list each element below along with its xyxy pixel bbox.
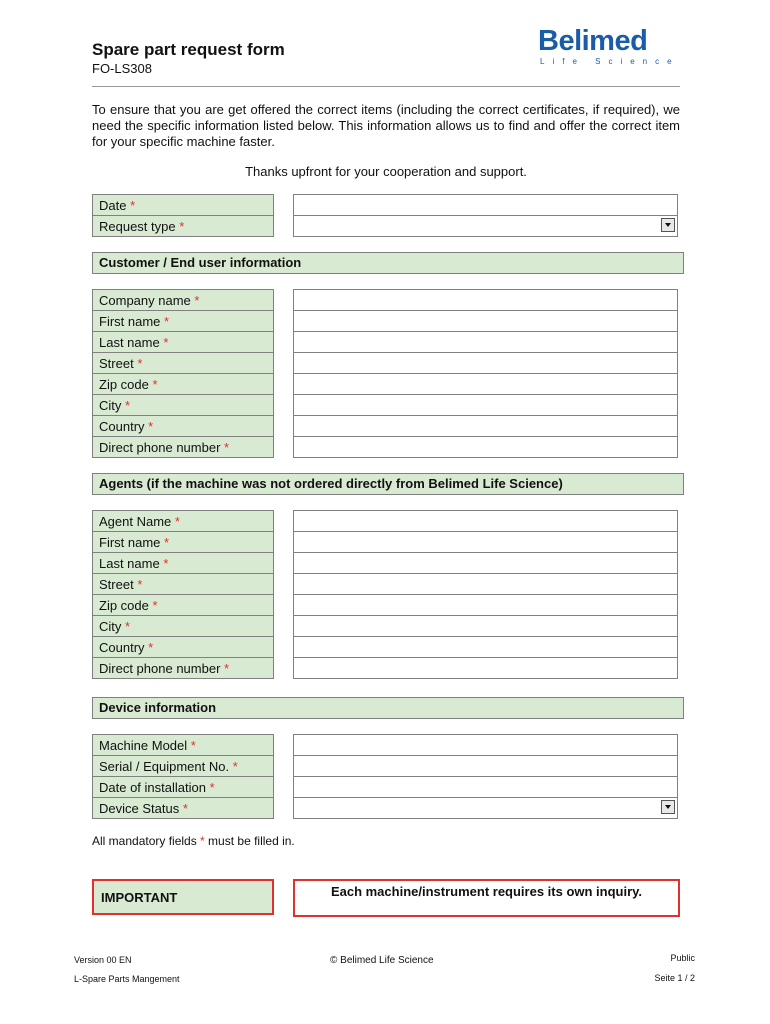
required-marker: * — [200, 834, 205, 848]
logo-wordmark: Belimed — [538, 25, 648, 57]
required-marker: * — [224, 439, 230, 455]
field-label: Zip code * — [93, 374, 274, 395]
customer-section-heading: Customer / End user information — [92, 252, 684, 274]
field-label: Zip code * — [93, 595, 274, 616]
field-label: Machine Model * — [93, 735, 274, 756]
thanks-text: Thanks upfront for your cooperation and support. — [245, 164, 527, 179]
header-divider — [92, 86, 680, 87]
important-message: Each machine/instrument requires its own inquiry. — [293, 879, 680, 917]
text-input[interactable] — [294, 595, 678, 616]
required-marker: * — [209, 779, 215, 795]
required-marker: * — [137, 576, 143, 592]
field-label: Device Status * — [93, 798, 274, 819]
footer-page: Seite 1 / 2 — [654, 973, 695, 983]
device-labels — [92, 734, 274, 819]
customer-labels — [92, 289, 274, 458]
required-marker: * — [174, 513, 180, 529]
footer-copyright: © Belimed Life Science — [330, 955, 434, 966]
required-marker: * — [130, 197, 136, 213]
field-label: Street * — [93, 353, 274, 374]
required-marker: * — [125, 618, 131, 634]
important-label: IMPORTANT — [92, 879, 274, 915]
text-input[interactable] — [294, 574, 678, 595]
text-input[interactable] — [294, 616, 678, 637]
text-input[interactable] — [294, 290, 678, 311]
agents-inputs — [293, 510, 678, 679]
dropdown-arrow-icon[interactable] — [661, 800, 675, 814]
footer-version: Version 00 EN — [74, 955, 132, 965]
text-input[interactable] — [294, 353, 678, 374]
text-input[interactable] — [294, 437, 678, 458]
customer-inputs — [293, 289, 678, 458]
text-input[interactable] — [294, 532, 678, 553]
field-label: Company name * — [93, 290, 274, 311]
request-labels — [92, 194, 274, 237]
field-label: Serial / Equipment No. * — [93, 756, 274, 777]
field-label: Request type * — [93, 216, 274, 237]
footer-process: L-Spare Parts Mangement — [74, 974, 180, 984]
mandatory-note: All mandatory fields * must be filled in. — [92, 834, 295, 848]
field-label: Date of installation * — [93, 777, 274, 798]
text-input[interactable] — [294, 511, 678, 532]
text-input[interactable] — [294, 735, 678, 756]
field-label: Direct phone number * — [93, 437, 274, 458]
required-marker: * — [152, 597, 158, 613]
field-label: First name * — [93, 532, 274, 553]
dropdown-arrow-icon[interactable] — [661, 218, 675, 232]
required-marker: * — [163, 555, 169, 571]
required-marker: * — [190, 737, 196, 753]
field-label: First name * — [93, 311, 274, 332]
text-input[interactable] — [294, 756, 678, 777]
device-inputs — [293, 734, 678, 819]
text-input[interactable] — [294, 658, 678, 679]
required-marker: * — [194, 292, 200, 308]
required-marker: * — [148, 418, 154, 434]
logo-subtitle: Life Science — [540, 57, 680, 66]
field-label: Country * — [93, 637, 274, 658]
required-marker: * — [137, 355, 143, 371]
field-label: City * — [93, 395, 274, 416]
device-section-heading: Device information — [92, 697, 684, 719]
device-status-select[interactable] — [294, 798, 678, 819]
text-input[interactable] — [294, 777, 678, 798]
required-marker: * — [164, 534, 170, 550]
text-input[interactable] — [294, 332, 678, 353]
text-input[interactable] — [294, 395, 678, 416]
required-marker: * — [224, 660, 230, 676]
required-marker: * — [163, 334, 169, 350]
required-marker: * — [164, 313, 170, 329]
text-input[interactable] — [294, 553, 678, 574]
field-label: Agent Name * — [93, 511, 274, 532]
field-label: City * — [93, 616, 274, 637]
required-marker: * — [148, 639, 154, 655]
text-input[interactable] — [294, 374, 678, 395]
text-input[interactable] — [294, 416, 678, 437]
required-marker: * — [125, 397, 131, 413]
request-inputs — [293, 194, 678, 237]
required-marker: * — [232, 758, 238, 774]
agents-section-heading: Agents (if the machine was not ordered directly from Belimed Life Science) — [92, 473, 684, 495]
form-code: FO-LS308 — [92, 61, 152, 76]
text-input[interactable] — [294, 311, 678, 332]
field-label: Last name * — [93, 553, 274, 574]
field-label: Date * — [93, 195, 274, 216]
required-marker: * — [179, 218, 185, 234]
field-label: Last name * — [93, 332, 274, 353]
text-input[interactable] — [294, 637, 678, 658]
agents-labels — [92, 510, 274, 679]
field-label: Country * — [93, 416, 274, 437]
date-input[interactable] — [294, 195, 678, 216]
footer-classification: Public — [670, 953, 695, 963]
request-type-select[interactable] — [294, 216, 678, 237]
field-label: Street * — [93, 574, 274, 595]
field-label: Direct phone number * — [93, 658, 274, 679]
required-marker: * — [182, 800, 188, 816]
intro-text: To ensure that you are get offered the correct items (including the correct certificates, if required), we need the specific information listed below. This information allows us to find and offer the correct item for your specific machine faster. — [92, 102, 680, 149]
belimed-logo — [538, 26, 683, 76]
required-marker: * — [152, 376, 158, 392]
page-title: Spare part request form — [92, 40, 285, 59]
